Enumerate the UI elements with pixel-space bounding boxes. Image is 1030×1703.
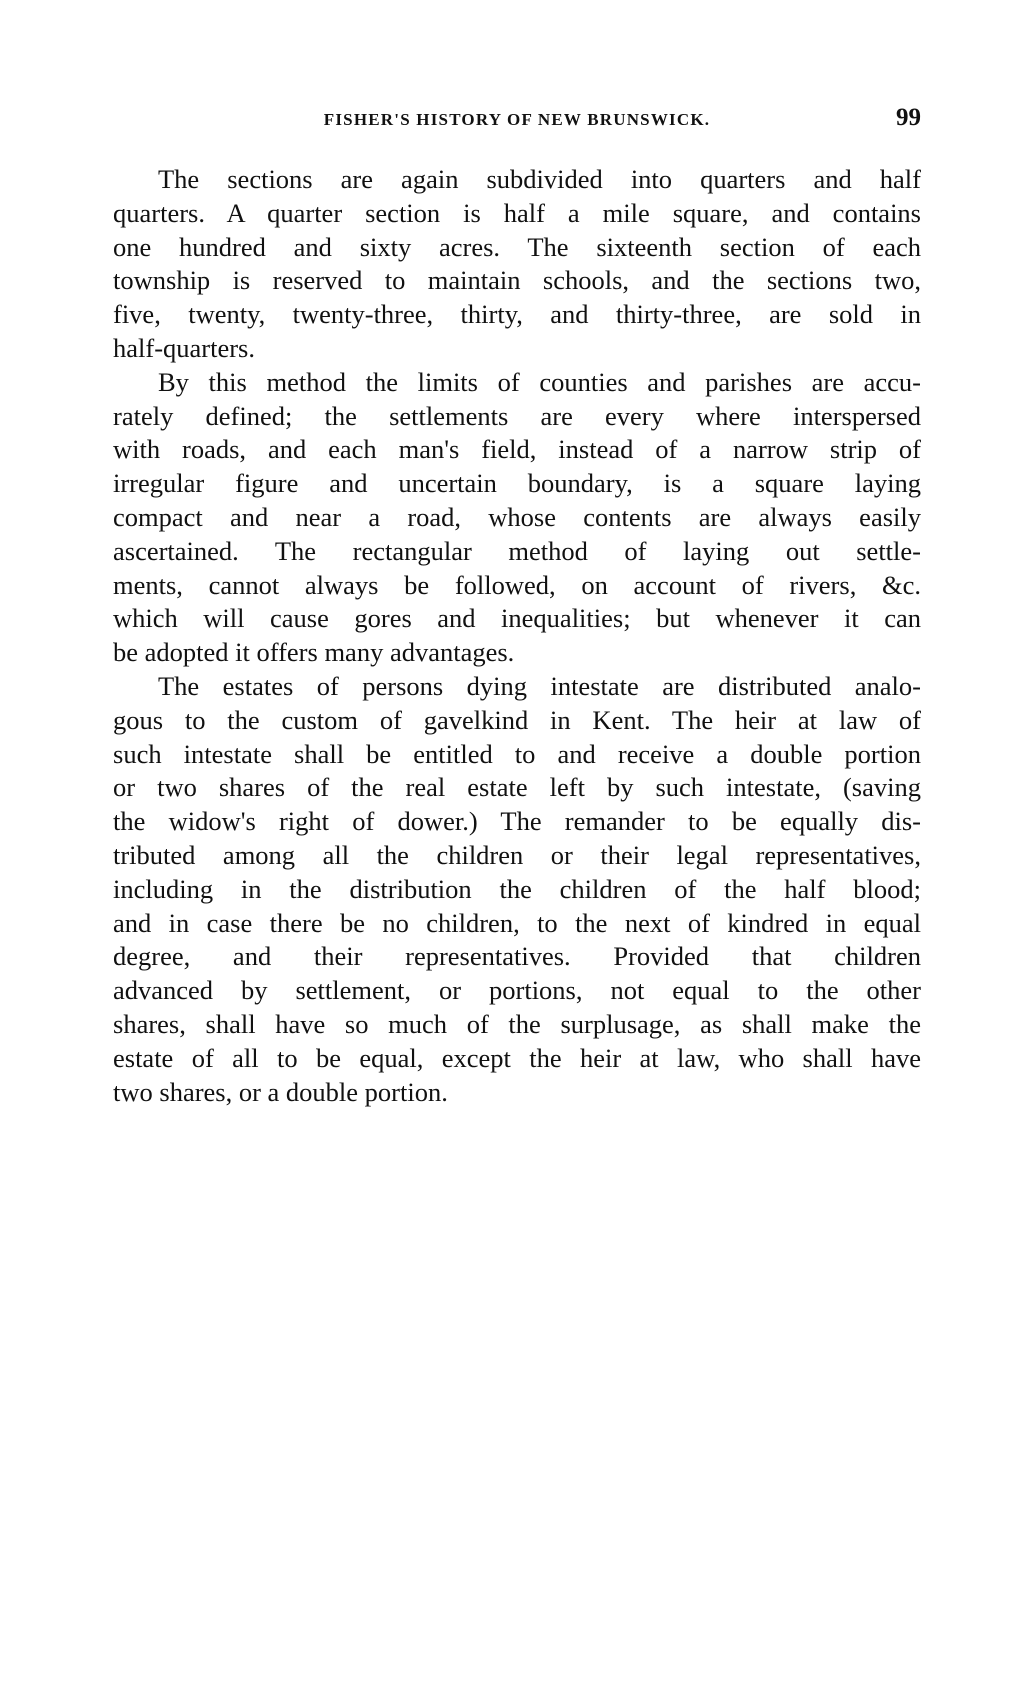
text-line: tributed among all the children or their legal representatives, bbox=[113, 839, 921, 870]
text-line: or two shares of the real estate left by such intestate, (saving bbox=[113, 772, 921, 803]
page-number: 99 bbox=[896, 104, 921, 131]
text-line: irregular figure and uncertain boundary, is a square laying bbox=[113, 468, 921, 499]
text-line: estate of all to be equal, except the heir at law, who shall have bbox=[113, 1042, 921, 1073]
text-line: one hundred and sixty acres. The sixteenth section of each bbox=[113, 231, 921, 262]
text-line: gous to the custom of gavelkind in Kent. The heir at law of bbox=[113, 704, 921, 735]
text-line: ascertained. The rectangular method of laying out settle- bbox=[113, 535, 921, 566]
text-line: The sections are again subdivided into quarters and half bbox=[158, 164, 921, 194]
running-head bbox=[113, 104, 921, 138]
text-line: quarters. A quarter section is half a mile square, and contains bbox=[113, 197, 921, 228]
text-line: with roads, and each man's field, instead of a narrow strip of bbox=[113, 434, 921, 465]
text-line: half-quarters. bbox=[113, 332, 255, 363]
text-line: advanced by settlement, or portions, not equal to the other bbox=[113, 975, 921, 1006]
text-line: compact and near a road, whose contents are always easily bbox=[113, 501, 921, 532]
text-line: The estates of persons dying intestate are distributed analo- bbox=[158, 670, 921, 701]
text-line: township is reserved to maintain schools, and the sections two, bbox=[113, 265, 921, 296]
paragraph-3 bbox=[113, 670, 921, 1109]
text-line: degree, and their representatives. Provided that children bbox=[113, 941, 921, 972]
body-text bbox=[113, 163, 921, 1109]
paragraph-2 bbox=[113, 366, 921, 670]
text-line: including in the distribution the children of the half blood; bbox=[113, 873, 921, 904]
text-line: shares, shall have so much of the surplusage, as shall make the bbox=[113, 1008, 921, 1039]
text-line: ments, cannot always be followed, on account of rivers, &c. bbox=[113, 569, 921, 600]
text-line: such intestate shall be entitled to and receive a double portion bbox=[113, 738, 921, 769]
running-title: FISHER'S HISTORY OF NEW BRUNSWICK. bbox=[323, 110, 711, 129]
paragraph-1 bbox=[113, 163, 921, 366]
text-line: be adopted it offers many advantages. bbox=[113, 637, 515, 668]
text-line: the widow's right of dower.) The remander to be equally dis- bbox=[113, 806, 921, 837]
text-line: and in case there be no children, to the next of kindred in equal bbox=[113, 907, 921, 938]
text-line: By this method the limits of counties and parishes are accu- bbox=[158, 366, 921, 397]
text-line: rately defined; the settlements are every where interspersed bbox=[113, 400, 921, 431]
text-line: two shares, or a double portion. bbox=[113, 1076, 448, 1107]
text-line: which will cause gores and inequalities; but whenever it can bbox=[113, 603, 921, 634]
text-line: five, twenty, twenty-three, thirty, and thirty-three, are sold in bbox=[113, 299, 921, 330]
